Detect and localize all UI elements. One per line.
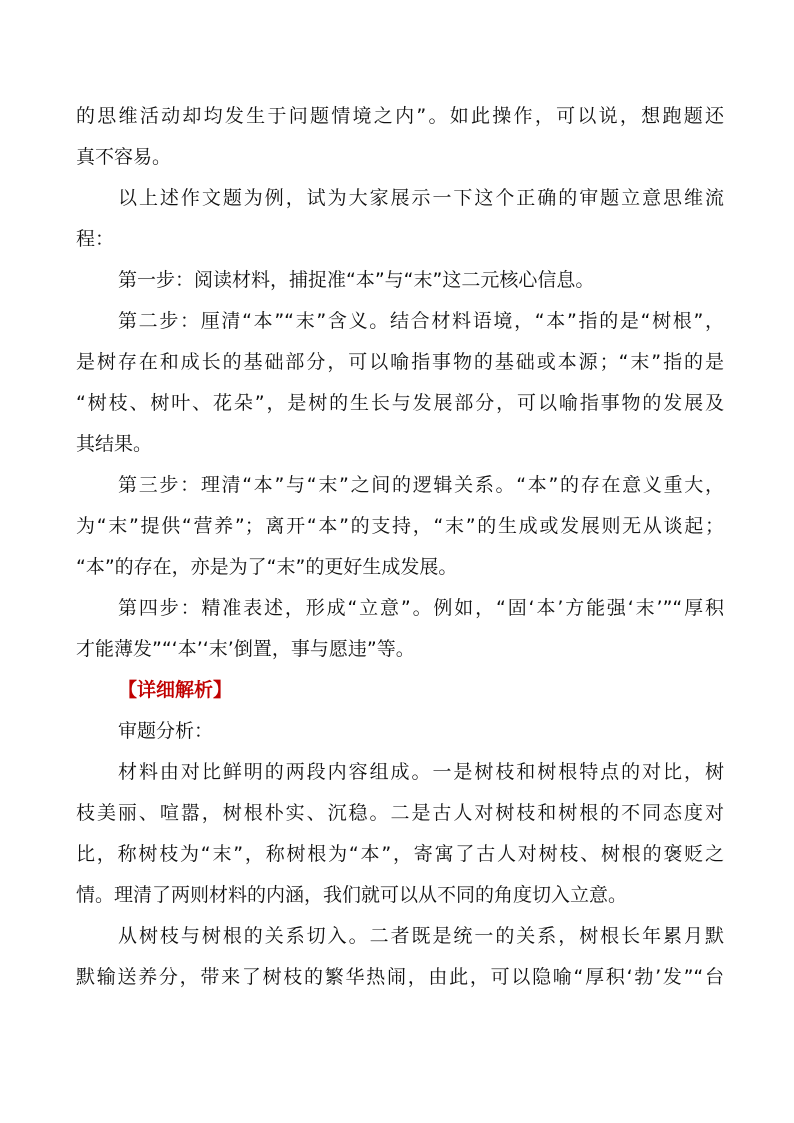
text-line: “本”的存在，亦是为了“末”的更好生成发展。 [76,556,458,578]
text-line: 程： [76,228,115,250]
text-line: 第一步：阅读材料，捕捉准“本”与“末”这二元核心信息。 [118,269,595,291]
text-line: 默输送养分，带来了树枝的繁华热闹，由此，可以隐喻“厚积‘勃’发”“台 [76,966,724,988]
text-line: 以上述作文题为例，试为大家展示一下这个正确的审题立意思维流 [118,187,724,209]
section-heading: 【详细解析】 [118,679,233,701]
text-line: “树枝、树叶、花朵”，是树的生长与发展部分，可以喻指事物的发展及 [76,392,724,414]
text-line: 第二步：厘清“本”“末”含义。结合材料语境，“本”指的是“树根”， [118,310,724,332]
text-line: 从树枝与树根的关系切入。二者既是统一的关系，树根长年累月默 [118,925,724,947]
text-line: 才能薄发”“‘本’‘末’倒置，事与愿违”等。 [76,638,415,660]
text-line: 为“末”提供“营养”；离开“本”的支持，“末”的生成或发展则无从谈起； [76,515,724,537]
text-line: 第三步：理清“本”与“末”之间的逻辑关系。“本”的存在意义重大， [118,474,724,496]
text-line: 其结果。 [76,433,153,455]
text-line: 第四步：精准表述，形成“立意”。例如，“固‘本’方能强‘末’”“厚积 [118,597,724,619]
text-line: 的思维活动却均发生于问题情境之内”。如此操作，可以说，想跑题还 [76,105,724,127]
text-line: 比，称树枝为“末”，称树根为“本”，寄寓了古人对树枝、树根的褒贬之 [76,843,724,865]
text-line: 是树存在和成长的基础部分，可以喻指事物的基础或本源；“末”指的是 [76,351,724,373]
text-line: 情。理清了两则材料的内涵，我们就可以从不同的角度切入立意。 [76,884,628,906]
text-line: 材料由对比鲜明的两段内容组成。一是树枝和树根特点的对比，树 [118,761,724,783]
text-line: 审题分析： [118,720,214,742]
text-line: 枝美丽、喧嚣，树根朴实、沉稳。二是古人对树枝和树根的不同态度对 [76,802,724,824]
text-line: 真不容易。 [76,146,172,168]
document-page [76,96,724,998]
